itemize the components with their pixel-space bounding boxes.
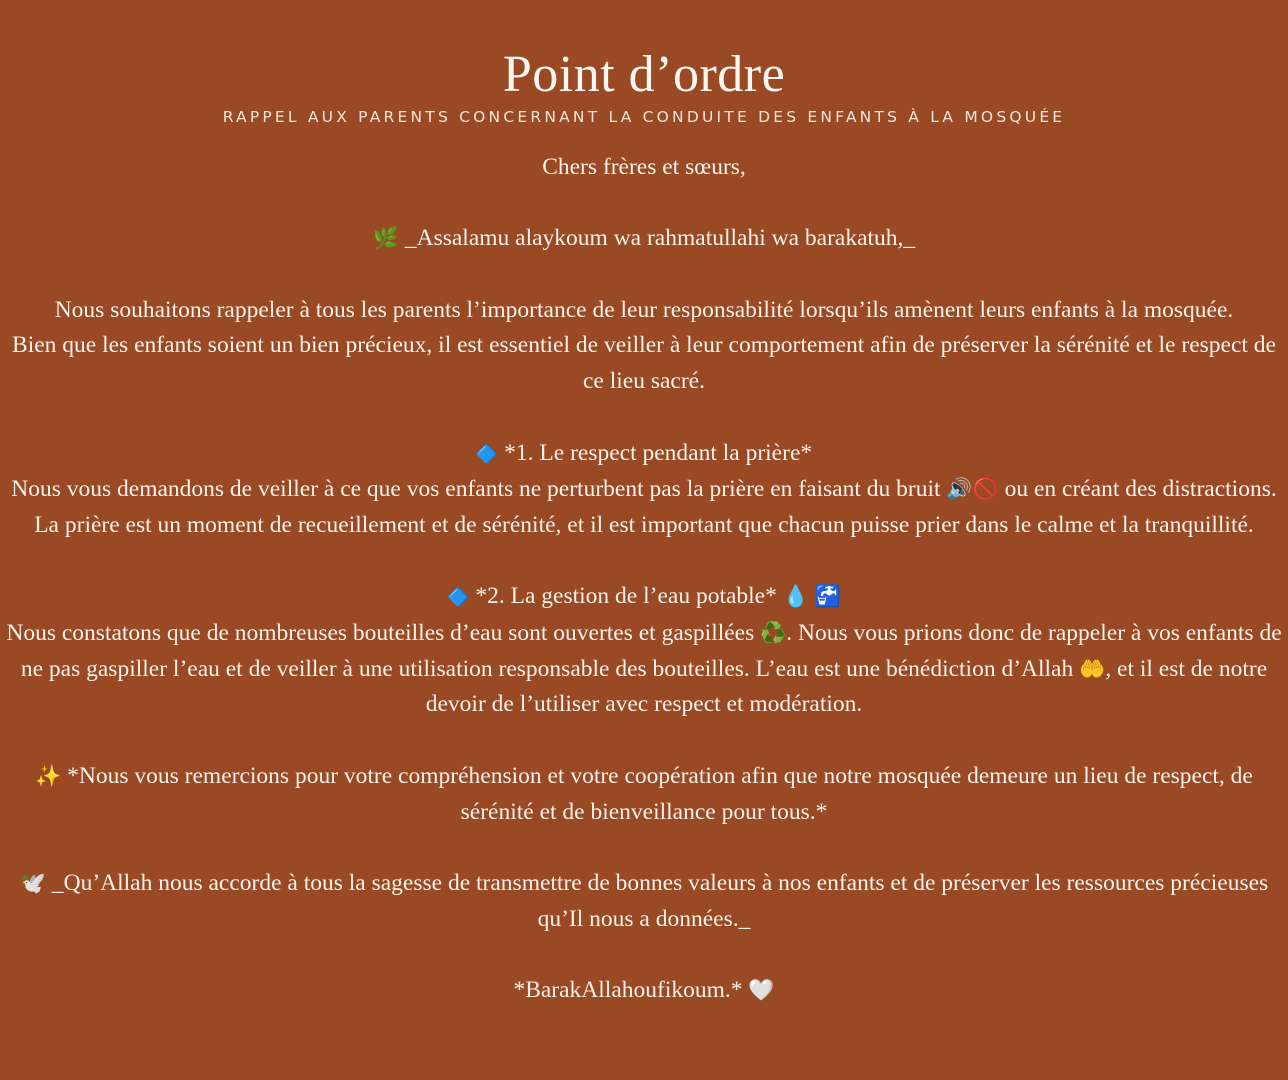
- recycle-icon: ♻️: [760, 621, 787, 646]
- page-title: Point d’ordre: [502, 46, 786, 103]
- section2-text-c: , et il est de notre devoir de l’utiliser avec respect et modération.: [425, 655, 1268, 718]
- greeting: Chers frères et sœurs,: [542, 154, 746, 180]
- section2-paragraph: [0, 616, 1288, 723]
- intro-paragraph-1: Nous souhaitons rappeler à tous les parents l’importance de leur responsabilité lorsqu’ils amènent leurs enfants à la mosquée.: [54, 296, 1234, 323]
- no-entry-icon: 🚫: [972, 477, 999, 502]
- white-heart-icon: 🤍: [748, 978, 775, 1003]
- faucet-icon: 🚰: [814, 584, 841, 609]
- dua-paragraph: [0, 866, 1288, 937]
- section2-text-a: Nous constatons que de nombreuses bouteilles d’eau sont ouvertes et gaspillées: [6, 620, 755, 647]
- section1-paragraph: [0, 472, 1288, 543]
- section2-text-b: . Nous vous prions donc de rappeler à vos enfants de ne pas gaspiller l’eau et de veiller à une utilisation responsable des bouteilles. L’eau est une bénédiction d’Allah: [20, 620, 1282, 682]
- section1-title: *1. Le respect pendant la prière*: [504, 439, 813, 466]
- hands-icon: 🤲: [1079, 656, 1106, 681]
- diamond-icon: 🔷: [475, 443, 499, 465]
- page-subtitle: RAPPEL AUX PARENTS CONCERNANT LA CONDUITE DES ENFANTS À LA MOSQUÉE: [222, 108, 1066, 126]
- leaf-icon: 🌿: [372, 226, 399, 251]
- section2-heading: [0, 579, 1288, 616]
- droplet-icon: 💧: [782, 584, 809, 609]
- closing-text: *BarakAllahoufikoum.*: [513, 977, 743, 1004]
- dua-text: _Qu’Allah nous accorde à tous la sagesse de transmettre de bonnes valeurs à nos enfants et de préserver les ressources précieuses qu’Il nous a données._: [51, 869, 1269, 932]
- intro-paragraph-2: Bien que les enfants soient un bien précieux, il est essentiel de veiller à leur comportement afin de préserver la sérénité et le respect de ce lieu sacré.: [12, 332, 1276, 395]
- dove-icon: 🕊️: [19, 870, 46, 895]
- diamond-icon: 🔷: [447, 587, 470, 609]
- thanks-paragraph: [0, 759, 1288, 830]
- salam-text: _Assalamu alaykoum wa rahmatullahi wa barakatuh,_: [404, 225, 916, 252]
- letter-body: [0, 150, 1288, 1009]
- speaker-icon: 🔊: [946, 477, 973, 502]
- sparkles-icon: ✨: [35, 763, 62, 788]
- section2-title: *2. La gestion de l’eau potable*: [475, 583, 777, 610]
- section1-heading: [0, 436, 1288, 473]
- thanks-text: *Nous vous remercions pour votre compréhension et votre coopération afin que notre mosquée demeure un lieu de respect, de sérénité et de bienveillance pour tous.*: [67, 762, 1253, 825]
- section1-text-a: Nous vous demandons de veiller à ce que vos enfants ne perturbent pas la prière en faisant du bruit: [11, 476, 941, 503]
- section1-text-b: ou en créant des distractions. La prière est un moment de recueillement et de sérénité, et il est important que chacun puisse prier dans le calme et la tranquillité.: [34, 476, 1277, 538]
- salam-line: [0, 221, 1288, 257]
- closing-line: [0, 973, 1288, 1009]
